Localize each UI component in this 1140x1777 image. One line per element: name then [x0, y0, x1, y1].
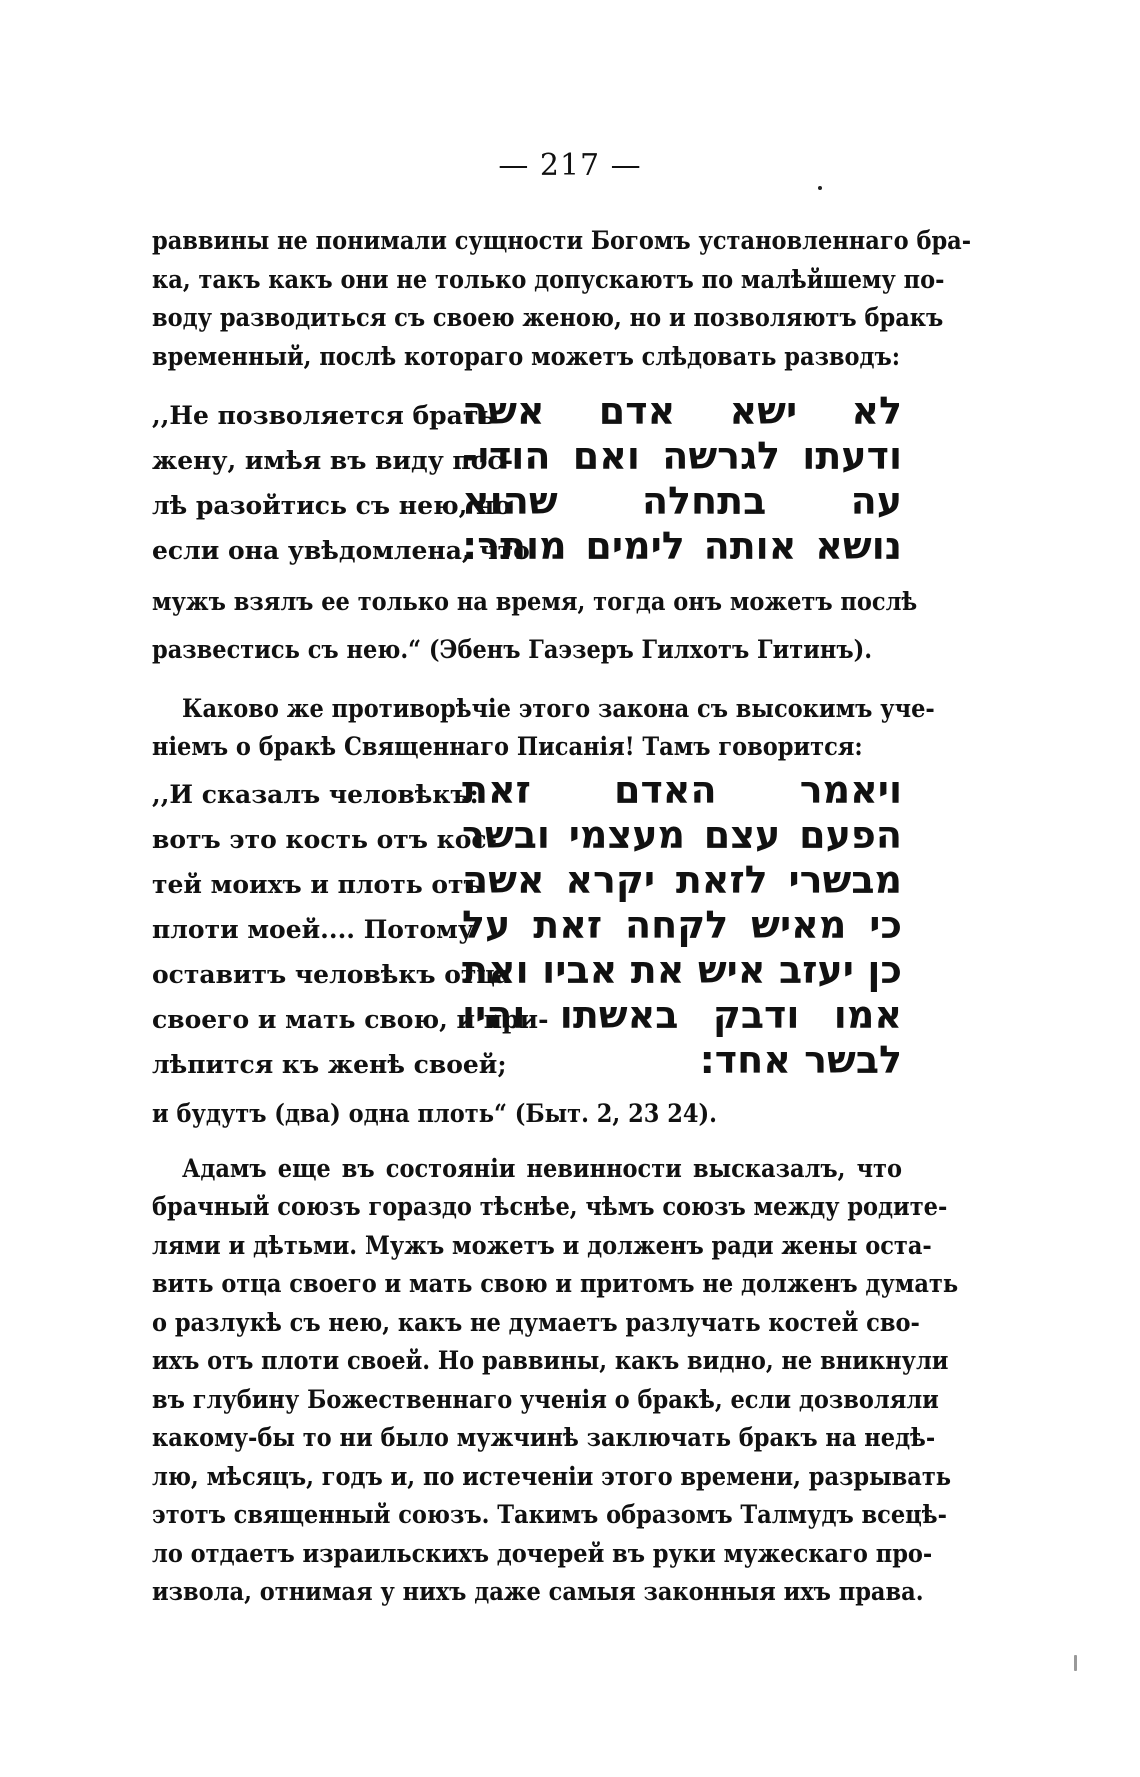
text-line: если она увѣдомлена, что: [152, 536, 530, 565]
hebrew-line: ודעתו לגרשה ואם הודי-: [462, 434, 902, 478]
text-line: жену, имѣя въ виду пос-: [152, 446, 513, 475]
text-line: лями и дѣтьми. Мужъ можетъ и долженъ ради жены оста-: [152, 1230, 932, 1260]
hebrew-line: לא ישא אדם אשה: [462, 389, 902, 433]
citation-line: развестись съ нею.“ (Эбенъ Гаэзеръ Гилхотъ Гитинъ).: [152, 635, 873, 664]
text-line: ихъ отъ плоти своей. Но раввины, какъ видно, не вникнули: [152, 1346, 949, 1375]
hebrew-line: אמו ודבק באשתו והיו: [462, 993, 902, 1037]
text-line: вить отца своего и мать свою и притомъ не долженъ думать: [152, 1269, 959, 1298]
quote-2-russian: [152, 772, 549, 1087]
text-line: временный, послѣ котораго можетъ слѣдовать разводъ:: [152, 341, 901, 371]
page-number: — 217 —: [498, 148, 642, 183]
text-line: ка, такъ какъ они не только допускаютъ по малѣйшему по-: [152, 264, 945, 294]
hebrew-line: עה בתחלה שהוא: [462, 479, 902, 523]
quote-2-hebrew: [462, 768, 902, 1083]
text-line: оставитъ человѣкъ отца: [152, 960, 512, 989]
hebrew-line: ויאמר האדם זאת: [462, 768, 902, 812]
paragraph-2-cont: [152, 728, 902, 767]
text-line: этотъ священный союзъ. Такимъ образомъ Талмудъ всецѣ-: [152, 1500, 947, 1529]
text-line: лѣпится къ женѣ своей;: [152, 1050, 507, 1079]
text-line: о разлукѣ съ нею, какъ не думаетъ разлучать костей сво-: [152, 1307, 920, 1337]
text-line: какому-бы то ни было мужчинѣ заключать бракъ на недѣ-: [152, 1423, 936, 1452]
quote-1-hebrew: [462, 389, 902, 569]
hebrew-line: כן יעזב איש את אביו ואת: [462, 948, 902, 992]
text-line: воду разводиться съ своею женою, но и позволяютъ бракъ: [152, 303, 944, 332]
text-line: въ глубину Божественнаго ученія о бракѣ, если дозволяли: [152, 1384, 939, 1414]
quote-2-block: [152, 768, 902, 1092]
hebrew-line: הפעם עצם מעצמי ובשר: [462, 813, 902, 857]
ink-speck: [1074, 1655, 1077, 1671]
text-line: ,,И сказалъ человѣкъ:: [152, 780, 479, 809]
text-line: лю, мѣсяцъ, годъ и, по истеченіи этого времени, разрывать: [152, 1461, 952, 1491]
paragraph-3-cont: [152, 1188, 959, 1612]
text-line: брачный союзъ гораздо тѣснѣе, чѣмъ союзъ между родите-: [152, 1192, 948, 1221]
text-line: Адамъ еще въ состояніи невинности высказалъ, что: [182, 1154, 902, 1183]
text-line: мужъ взялъ ее только на время, тогда онъ можетъ послѣ: [152, 587, 918, 616]
hebrew-line: נושא אותה לימים מותר:: [462, 524, 902, 568]
text-line: лѣ разойтись съ нею, но: [152, 491, 512, 520]
text-line: ло отдаетъ израильскихъ дочерей въ руки мужескаго про-: [152, 1538, 933, 1568]
text-line: Каково же противорѣчіе этого закона съ высокимъ уче-: [182, 694, 935, 723]
text-line: своего и мать свою, и при-: [152, 1005, 549, 1034]
ink-speck: [818, 186, 822, 190]
text-line: ніемъ о бракѣ Священнаго Писанія! Тамъ говорится:: [152, 732, 863, 761]
quote-1-russian: [152, 393, 530, 573]
quote-1-continuation: [152, 578, 918, 674]
paragraph-2: [152, 690, 935, 729]
paragraph-3: [152, 1150, 902, 1189]
hebrew-line: כי מאיש לקחה זאת על: [462, 903, 902, 947]
hebrew-line: מבשרי לזאת יקרא אשה: [462, 858, 902, 902]
text-line: ,,Не позволяется брать: [152, 401, 496, 430]
citation-line: и будутъ (два) одна плоть“ (Быт. 2, 23 24).: [152, 1099, 717, 1128]
text-line: плоти моей.... Потому: [152, 915, 474, 944]
text-line: раввины не понимали сущности Богомъ установленнаго бра-: [152, 226, 972, 255]
text-line: извола, отнимая у нихъ даже самыя законныя ихъ права.: [152, 1577, 924, 1606]
quote-1-block: [152, 389, 902, 578]
text-line: вотъ это кость отъ кос-: [152, 825, 497, 854]
hebrew-line: לבשר אחד:: [699, 1038, 902, 1082]
quote-2-continuation: [152, 1095, 902, 1134]
text-line: тей моихъ и плоть отъ: [152, 870, 483, 899]
paragraph-1: [152, 222, 972, 376]
